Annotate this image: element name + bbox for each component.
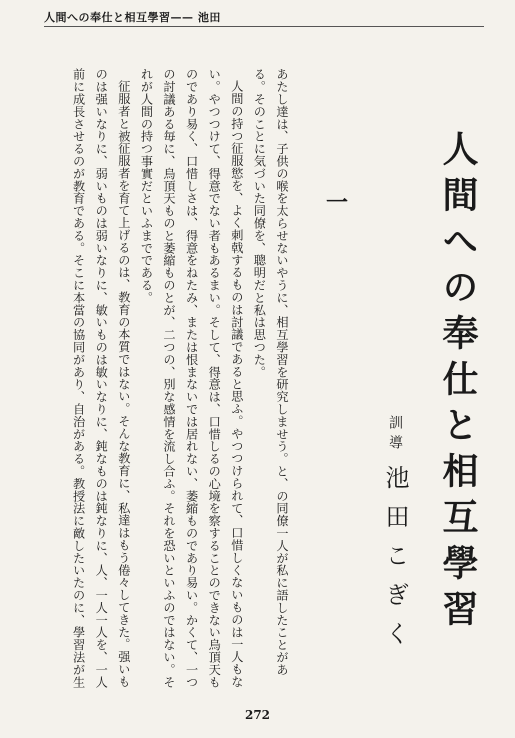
- author-byline: [383, 415, 407, 660]
- body-text: [38, 68, 293, 698]
- author-role: 訓導: [387, 415, 403, 455]
- paragraph-2: 人間の持つ征服慾を、よく刺戟するものは討議であると思ふ。やつつけられて、口惜しくないものは一人もない。やつつけて、得意でない者もあるまい。そして、得意は、口惜しるの心境を察することのできない烏頂天ものであり易く、口惜しさは、得意をねたみ、または恨まないでは居れない、萎縮ものであり易い。かくて、一つの討議ある毎に、烏頂天ものと萎縮ものとが、二つの、別な感情を流し合ふ。それを恐いといふのではない。それが人間の持つ事實だといふまでである。: [139, 68, 244, 688]
- section-number: 一: [326, 190, 349, 216]
- running-header: 人間への奉仕と相互學習—— 池田: [44, 11, 221, 24]
- page-number: 272: [244, 708, 271, 722]
- paragraph-1: あたし達は、子供の喉を太らせないやうに、相互學習を研究しませう。と、の同僚一人が私に語したことがある。そのことに気づいた同僚を、聰明だと私は思つた。: [252, 68, 289, 676]
- article-title: 人間への奉仕と相互學習: [437, 130, 479, 636]
- author-name: 池田こぎく: [381, 465, 409, 660]
- header-rule: [44, 26, 484, 27]
- paragraph-3: 征服者と被征服者を育て上げるのは、教育の本質ではない。そんな教育に、私達はもう倦々してきた。强いものは强いなりに、弱いものは弱いなりに、敏いものは敏いなりに、鈍なものは鈍なりに、人、一人一人を、一人前に成長させるのが教育である。そこに本當の協同があり、自治がある。教授法に敵したいたのに、學習法が生: [71, 68, 131, 688]
